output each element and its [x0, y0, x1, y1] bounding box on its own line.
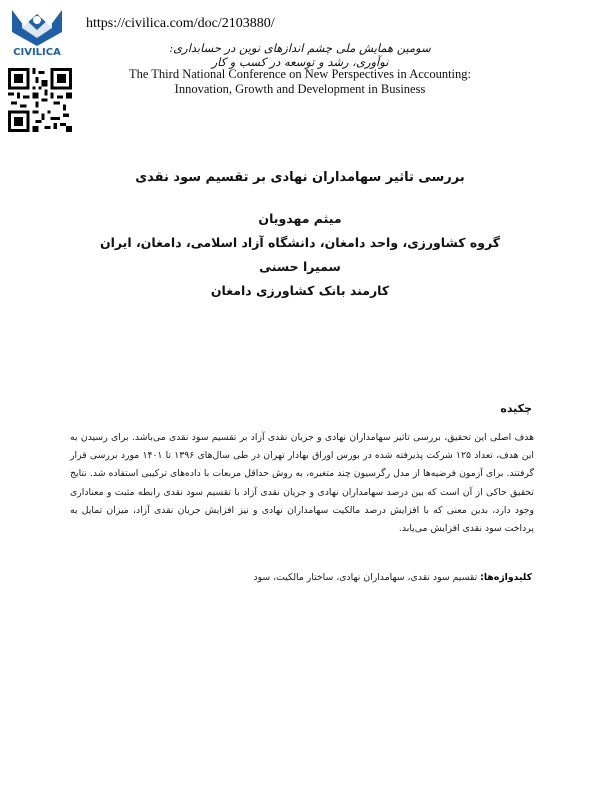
- author-name-1: میثم مهدویان: [258, 211, 342, 226]
- paper-title: بررسی تاثیر سهامداران نهادی بر تقسیم سود نقدی: [135, 170, 465, 185]
- conference-name-line-1: The Third National Conference on New Perspectives in Accounting:: [128, 67, 472, 81]
- keywords-label: کلیدواژه‌ها:: [480, 572, 532, 583]
- author-affiliation-1: گروه کشاورزی، واحد دامغان، دانشگاه آزاد اسلامی، دامغان، ایران: [99, 235, 501, 250]
- civilica-logo-graphic: [4, 6, 70, 58]
- abstract-text: هدف اصلی این تحقیق، بررسی تاثیر سهامداران نهادی و جریان نقدی آزاد بر تقسیم سود نقدی می‌باشد. برای رسیدن به این هدف، تعداد ۱۲۵ شرکت پذیرفته شده در بورس اوراق بهادار تهران در طی سال‌های ۱۳۹۶ تا ۱۴۰۱ مورد بررسی قرار گرفتند. برای آزمون فرضیه‌ها از مدل رگرسیون چند متغیره، به روش حداقل مربعات با داده‌های ترکیبی استفاده شد. نتایج تحقیق حاکی از آن است که بین درصد سهامداران نهادی و جریان نقدی آزاد با تقسیم سود نقدی رابطه مثبت و معناداری وجود دارد، بدین معنی که با افزایش درصد مالکیت سهامداران نهادی و نیز افزایش جریان نقدی آزاد، میزان تمایل به پرداخت سود نقدی افزایش می‌یابد.: [70, 432, 534, 535]
- author-name-2: سمیرا حسنی: [259, 259, 341, 274]
- civilica-logo: [4, 6, 70, 58]
- conference-name-persian: سومین همایش ملی چشم اندازهای نوین در حسابداری: نوآوری، رشد و توسعه در کسب و کار: [169, 41, 431, 69]
- conference-name-line-2: Innovation, Growth and Development in Business: [174, 82, 426, 96]
- abstract-heading: چکیده: [500, 402, 532, 415]
- author-affiliation-2: کارمند بانک کشاورزی دامغان: [210, 283, 390, 298]
- logo-text: CIVILICA: [13, 47, 61, 58]
- keywords-list: تقسیم سود نقدی، سهامداران نهادی، ساختار مالکیت، سود: [253, 572, 478, 583]
- keywords-line: [62, 572, 532, 583]
- conference-name-english: [100, 67, 500, 97]
- document-url[interactable]: https://civilica.com/doc/2103880/: [86, 16, 275, 31]
- qr-code-icon: [8, 68, 72, 132]
- author-block: [60, 207, 540, 303]
